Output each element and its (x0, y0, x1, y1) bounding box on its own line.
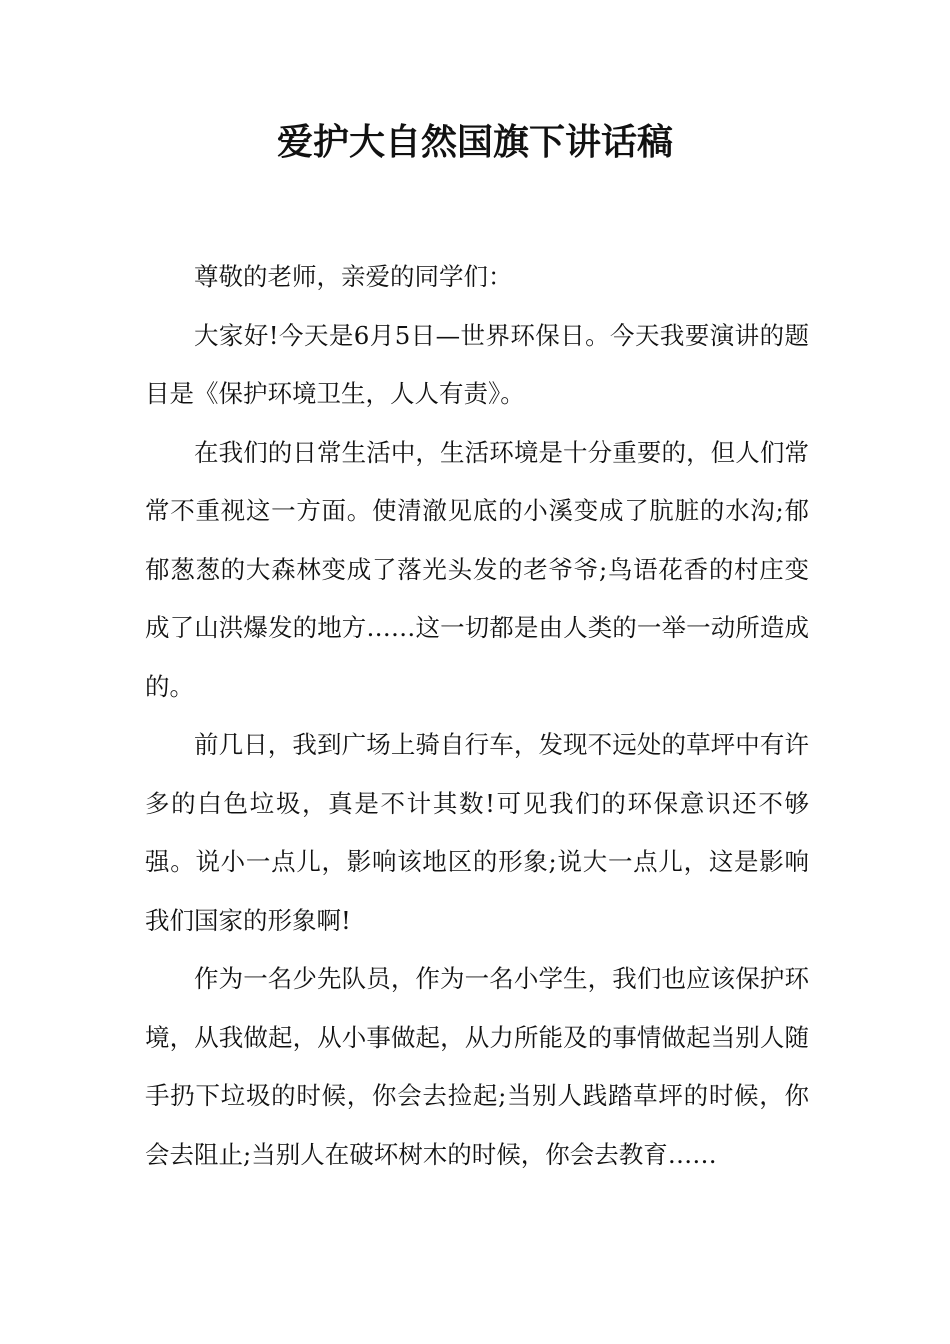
paragraph-intro: 大家好!今天是6月5日—世界环保日。今天我要演讲的题目是《保护环境卫生，人人有责》。 (145, 320, 809, 408)
document-title: 爱护大自然国旗下讲话稿 (276, 122, 673, 163)
paragraph-action: 作为一名少先队员，作为一名小学生，我们也应该保护环境，从我做起，从小事做起，从力所能及的事情做起当别人随手扔下垃圾的时候，你会去捡起;当别人践踏草坪的时候，你会去阻止;当别人在破坏树木的时候，你会去教育…… (145, 964, 809, 1169)
document-body (145, 248, 809, 1184)
paragraph-environment: 在我们的日常生活中，生活环境是十分重要的，但人们常常不重视这一方面。使清澈见底的小溪变成了肮脏的水沟;郁郁葱葱的大森林变成了落光头发的老爷爷;鸟语花香的村庄变成了山洪爆发的地方……这一切都是由人类的一举一动所造成的。 (145, 437, 809, 701)
paragraph-greeting: 尊敬的老师，亲爱的同学们： (194, 262, 513, 291)
paragraph-observation: 前几日，我到广场上骑自行车，发现不远处的草坪中有许多的白色垃圾，真是不计其数!可见我们的环保意识还不够强。说小一点儿，影响该地区的形象;说大一点儿，这是影响我们国家的形象啊! (145, 730, 809, 935)
